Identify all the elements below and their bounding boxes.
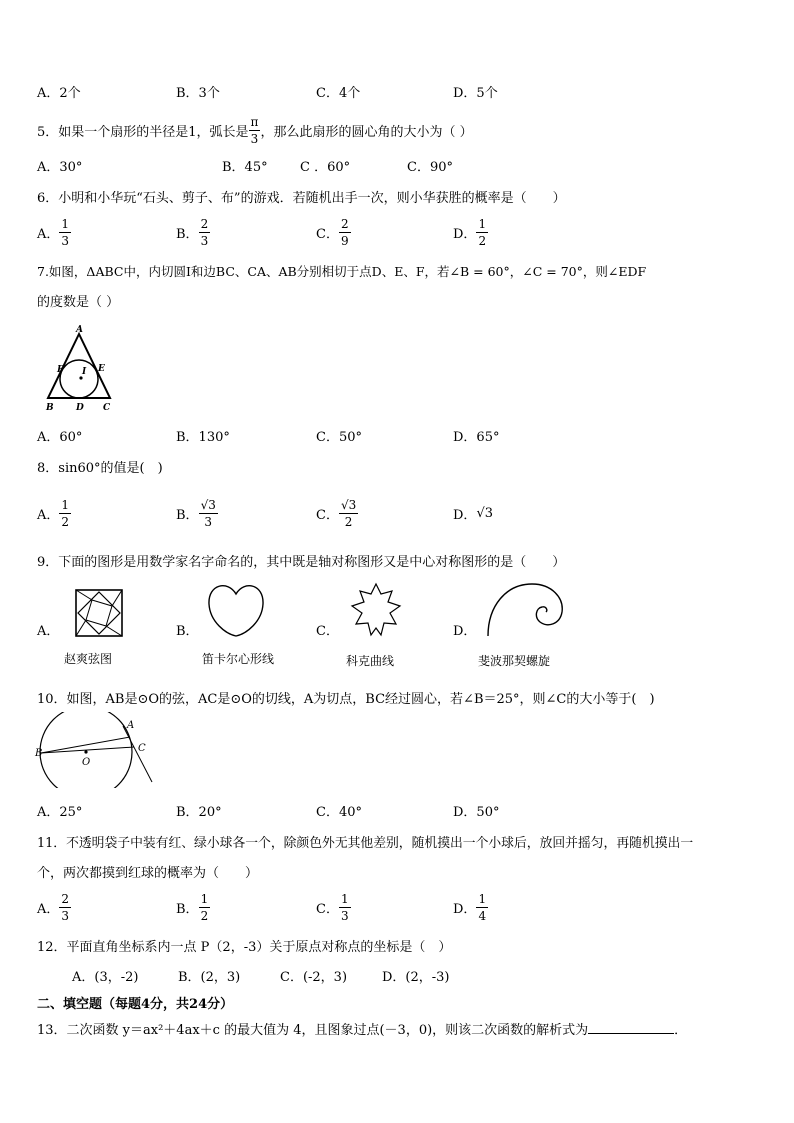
q6-option-b-num: 2	[200, 216, 209, 231]
q11-option-b	[176, 887, 210, 927]
q11-option-c-den: 3	[340, 908, 349, 923]
q4-option-d: D．5个	[453, 86, 498, 101]
q6-option-a-fraction	[59, 218, 71, 247]
q11-option-a-label: A．	[37, 901, 60, 917]
q8-option-d-value: √3	[476, 505, 493, 521]
q7-option-c: C．50°	[316, 430, 362, 445]
q12-option-b: B．(2，3)	[178, 970, 241, 985]
q5-stem-before: 5．如果一个扇形的半径是1，弧长是	[37, 124, 249, 140]
q5-option-a: A．30°	[37, 160, 83, 175]
q5-stem	[37, 112, 473, 148]
q11-stem-line2: 个，两次都摸到红球的概率为（ ）	[37, 866, 259, 881]
q11-option-b-label: B．	[176, 901, 199, 917]
q12-option-a: A．(3，-2)	[72, 970, 139, 985]
q8-option-a	[37, 492, 71, 534]
q8-option-c-den: 2	[344, 514, 353, 529]
q11-option-d-fraction	[476, 893, 488, 922]
q5-option-b: B．45°	[222, 160, 268, 175]
q7-stem-line2: 的度数是（ ）	[37, 295, 120, 310]
q8-option-b-label: B．	[176, 507, 199, 523]
q6-option-a-den: 3	[61, 233, 70, 248]
q6-option-d-label: D．	[453, 226, 477, 242]
q10-option-b: B．20°	[176, 805, 222, 820]
q11-option-a-num: 2	[61, 891, 70, 906]
q5-option-c: C ．60°	[300, 160, 351, 175]
label-e: E	[98, 364, 105, 374]
q4-option-a: A．2个	[37, 86, 81, 101]
q7-option-d: D．65°	[453, 430, 500, 445]
q6-option-d	[453, 212, 488, 252]
label-i: I	[82, 367, 87, 377]
q8-stem: 8．sin60°的值是( )	[37, 461, 163, 476]
q8-option-b	[176, 492, 218, 534]
q11-option-c	[316, 887, 351, 927]
q11-option-a-fraction	[59, 893, 71, 922]
q5-stem-after: ，那么此扇形的圆心角的大小为（ ）	[260, 124, 473, 140]
q6-option-c	[316, 212, 351, 252]
q13-stem	[37, 1019, 687, 1038]
q7-option-a: A．60°	[37, 430, 83, 445]
label-c: C	[103, 403, 111, 413]
q11-option-d-num: 1	[478, 891, 487, 906]
q5-option-d: C．90°	[407, 160, 453, 175]
q9-option-c: C．	[316, 624, 339, 639]
q6-option-d-den: 2	[478, 233, 487, 248]
q8-option-a-fraction	[59, 499, 71, 528]
q11-option-b-den: 2	[200, 908, 209, 923]
q10-figure	[34, 712, 158, 788]
q8-option-a-den: 2	[61, 514, 70, 529]
q6-option-c-label: C．	[316, 226, 339, 242]
q11-option-c-label: C．	[316, 901, 339, 917]
q10-option-a: A．25°	[37, 805, 83, 820]
q8-option-d	[453, 492, 493, 534]
q11-option-a	[37, 887, 71, 927]
q6-option-c-den: 9	[340, 233, 349, 248]
tangent-ac	[123, 726, 152, 782]
q10-option-c: C．40°	[316, 805, 362, 820]
q5-arc-num: π	[250, 114, 259, 129]
q8-option-d-label: D．	[453, 507, 477, 523]
q8-option-b-fraction	[199, 499, 218, 528]
q11-stem-line1: 11．不透明袋子中装有红、绿小球各一个，除颜色外无其他差别，随机摸出一个小球后，放回并摇匀，再随机摸出一	[37, 836, 694, 851]
label-f: F	[57, 365, 64, 375]
koch-curve-figure	[346, 582, 406, 640]
q8-option-a-label: A．	[37, 507, 60, 523]
q10-stem: 10．如图，AB是⊙O的弦，AC是⊙O的切线，A为切点，BC经过圆心，若∠B＝25°，则∠C的大小等于( )	[37, 692, 655, 707]
label-b: B	[35, 748, 43, 759]
q6-option-b-label: B．	[176, 226, 199, 242]
q11-option-d-den: 4	[478, 908, 487, 923]
label-d: D	[76, 403, 84, 413]
label-a: A	[76, 325, 83, 335]
q6-option-a-num: 1	[61, 216, 70, 231]
q7-figure	[40, 322, 120, 414]
q8-option-a-num: 1	[61, 497, 70, 512]
q9-option-b: B．	[176, 624, 199, 639]
q4-option-b: B．3个	[176, 86, 220, 101]
q7-option-b: B．130°	[176, 430, 230, 445]
label-b: B	[46, 403, 54, 413]
q6-option-c-num: 2	[340, 216, 349, 231]
q11-option-d-label: D．	[453, 901, 477, 917]
q12-option-c: C．(-2，3)	[280, 970, 348, 985]
section-2-heading: 二、填空题（每题4分，共24分）	[37, 997, 234, 1012]
q13-stem-end: ．	[674, 1023, 688, 1038]
cardioid-figure	[206, 582, 266, 638]
q8-option-c-fraction	[339, 499, 358, 528]
q9-caption-c: 科克曲线	[346, 654, 395, 668]
q6-option-b-fraction	[199, 218, 211, 247]
q9-caption-a: 赵爽弦图	[64, 652, 113, 666]
q8-option-c-label: C．	[316, 507, 339, 523]
q12-option-d: D．(2，-3)	[382, 970, 450, 985]
q4-option-c: C．4个	[316, 86, 361, 101]
q6-option-a-label: A．	[37, 226, 60, 242]
q11-option-c-num: 1	[340, 891, 349, 906]
zhaoshuang-figure	[74, 588, 124, 638]
q13-stem-text: 13．二次函数 y＝ax²＋4ax＋c 的最大值为 4，且图象过点(－3，0)，则该二次函数的解析式为	[37, 1023, 589, 1038]
fibonacci-spiral-figure	[484, 580, 568, 640]
q8-option-b-num: √3	[200, 497, 216, 512]
q10-option-d: D．50°	[453, 805, 500, 820]
q6-option-d-fraction	[476, 218, 488, 247]
q6-option-b	[176, 212, 210, 252]
q13-answer-blank[interactable]	[588, 1021, 674, 1034]
q8-option-b-den: 3	[204, 514, 213, 529]
q7-stem-line1: 7.如图，ΔABC中，内切圆I和边BC、CA、AB分别相切于点D、E、F，若∠B = 60°，∠C = 70°，则∠EDF	[37, 264, 647, 279]
label-a: A	[127, 720, 135, 731]
label-o: O	[82, 757, 91, 768]
q11-option-c-fraction	[339, 893, 351, 922]
center-o-point	[84, 750, 87, 753]
q5-arc-den: 3	[250, 131, 259, 146]
q6-option-a	[37, 212, 71, 252]
q5-arc-fraction	[249, 116, 261, 145]
q9-caption-d: 斐波那契螺旋	[478, 654, 551, 668]
q6-option-b-den: 3	[200, 233, 209, 248]
q9-stem: 9．下面的图形是用数学家名字命名的，其中既是轴对称图形又是中心对称图形的是（ ）	[37, 555, 566, 570]
q11-option-b-num: 1	[200, 891, 209, 906]
q11-option-a-den: 3	[61, 908, 70, 923]
q8-option-c	[316, 492, 358, 534]
q9-caption-b: 笛卡尔心形线	[202, 652, 275, 666]
label-c: C	[138, 743, 146, 754]
q6-option-c-fraction	[339, 218, 351, 247]
q11-option-d	[453, 887, 488, 927]
q6-stem: 6．小明和小华玩“石头、剪子、布”的游戏．若随机出手一次，则小华获胜的概率是（ ）	[37, 191, 566, 206]
q12-stem: 12．平面直角坐标系内一点 P（2，-3）关于原点对称点的坐标是（ ）	[37, 940, 452, 955]
q6-option-d-num: 1	[478, 216, 487, 231]
q8-option-c-num: √3	[340, 497, 357, 512]
q9-option-a: A．	[37, 624, 60, 639]
q9-option-d: D．	[453, 624, 477, 639]
incircle	[60, 360, 98, 398]
q11-option-b-fraction	[199, 893, 211, 922]
